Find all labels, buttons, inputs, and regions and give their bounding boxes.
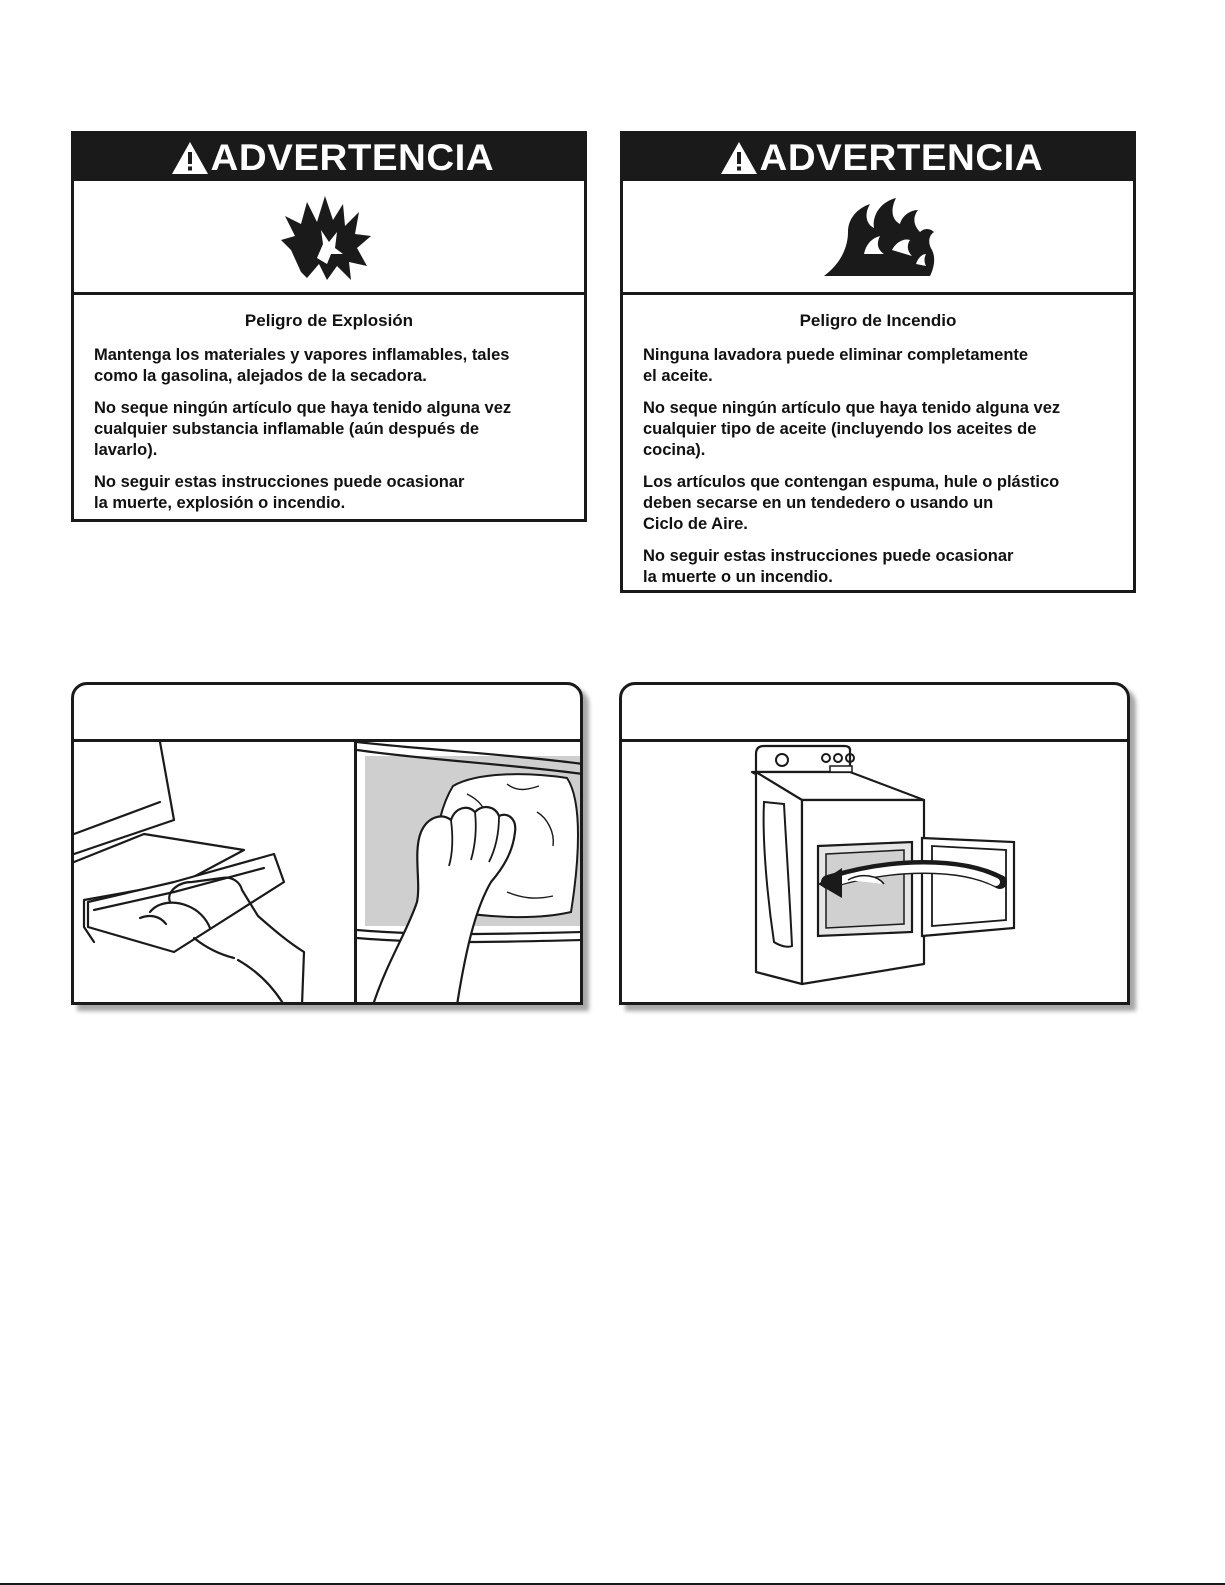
illustration-header bbox=[622, 685, 1127, 742]
illustration-header bbox=[74, 685, 580, 742]
warning-paragraph: Ninguna lavadora puede eliminar completamente el aceite. bbox=[643, 346, 1029, 385]
warning-header bbox=[74, 134, 584, 181]
dryer-drum-illustration bbox=[619, 682, 1130, 1005]
warning-header bbox=[623, 134, 1133, 181]
warning-title: ADVERTENCIA bbox=[210, 137, 494, 178]
hazard-title: Peligro de Explosión bbox=[244, 311, 414, 330]
warning-paragraph: No seque ningún artículo que haya tenido alguna vez cualquier tipo de aceite (incluyendo los aceites de cocina). bbox=[643, 399, 1061, 459]
explosion-warning-box bbox=[71, 131, 587, 522]
hazard-symbol-row bbox=[623, 181, 1133, 295]
dryer-pane bbox=[622, 742, 1127, 1002]
lint-screen-pane bbox=[74, 742, 354, 1002]
warning-paragraph: No seque ningún artículo que haya tenido alguna vez cualquier substancia inflamable (aún después de lavarlo). bbox=[94, 399, 512, 459]
warning-paragraph: No seguir estas instrucciones puede ocasionar la muerte, explosión o incendio. bbox=[94, 473, 465, 512]
warning-paragraph: No seguir estas instrucciones puede ocasionar la muerte o un incendio. bbox=[643, 547, 1014, 586]
dryer-open-door-icon bbox=[622, 742, 1127, 1002]
fire-icon bbox=[818, 194, 938, 280]
warning-title: ADVERTENCIA bbox=[759, 137, 1043, 178]
lint-cleaning-illustration bbox=[71, 682, 583, 1005]
warning-triangle-icon bbox=[719, 140, 759, 176]
warning-paragraph: Los artículos que contengan espuma, hule o plástico deben secarse en un tendedero o usando un Ciclo de Aire. bbox=[643, 473, 1060, 533]
hazard-symbol-row bbox=[74, 181, 584, 295]
lint-cleaning-pane bbox=[357, 742, 580, 1002]
warning-paragraph: Mantenga los materiales y vapores inflamables, tales como la gasolina, alejados de la secadora. bbox=[94, 346, 510, 385]
lint-screen-removal-icon bbox=[74, 742, 354, 1002]
fire-warning-box bbox=[620, 131, 1136, 593]
hazard-title: Peligro de Incendio bbox=[799, 311, 957, 330]
lint-cleaning-hand-icon bbox=[357, 742, 580, 1002]
warning-triangle-icon bbox=[170, 140, 210, 176]
explosion-icon bbox=[279, 192, 379, 282]
